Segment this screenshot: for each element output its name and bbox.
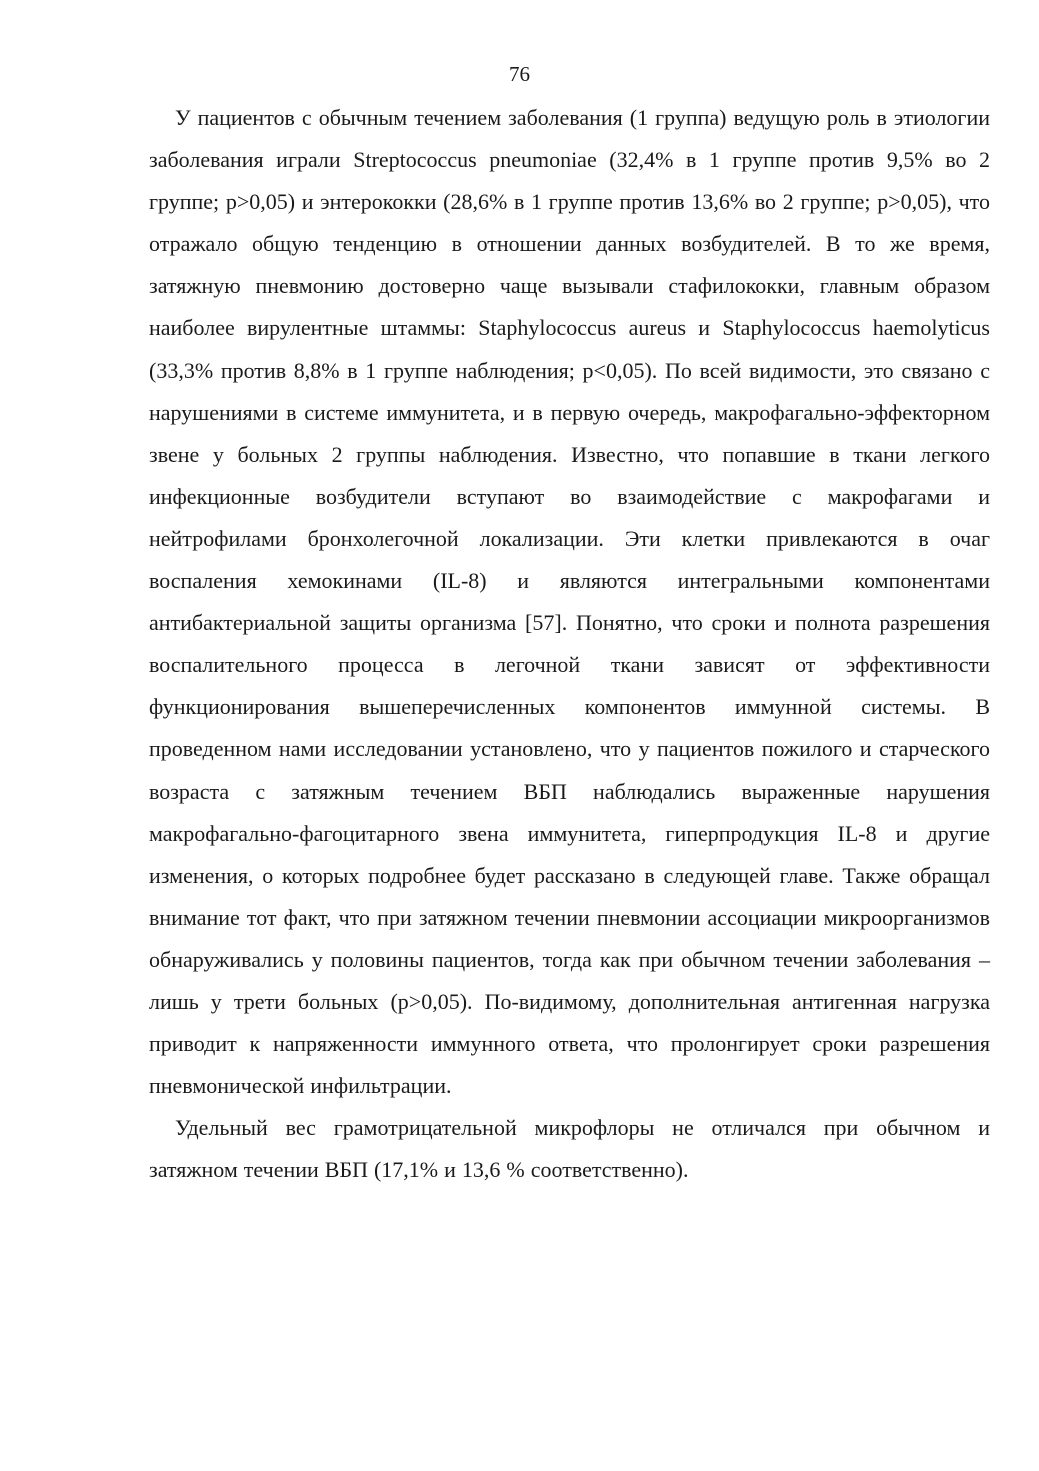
page-number: 76 xyxy=(509,62,530,86)
paragraph-1: У пациентов с обычным течением заболевания (1 группа) ведущую роль в этиологии заболевания играли Streptococcus pneumoniae (32,4% в 1 группе против 9,5% во 2 группе; p>0,05) и энтерококки (28,6% в 1 группе против 13,6% во 2 группе; p>0,05), что отражало общую тенденцию в отношении данных возбудителей. В то же время, затяжную пневмонию достоверно чаще вызывали стафилококки, главным образом наиболее вирулентные штаммы: Staphylococcus aureus и Staphylococcus haemolyticus (33,3% против 8,8% в 1 группе наблюдения; p<0,05). По всей видимости, это связано с нарушениями в системе иммунитета, и в первую очередь, макрофагально-эффекторном звене у больных 2 группы наблюдения. Известно, что попавшие в ткани легкого инфекционные возбудители вступают во взаимодействие с макрофагами и нейтрофилами бронхолегочной локализации. Эти клетки привлекаются в очаг воспаления хемокинами (IL-8) и являются интегральными компонентами антибактериальной защиты организма [57]. Понятно, что сроки и полнота разрешения воспалительного процесса в легочной ткани зависят от эффективности функционирования вышеперечисленных компонентов иммунной системы. В проведенном нами исследовании установлено, что у пациентов пожилого и старческого возраста с затяжным течением ВБП наблюдались выраженные нарушения макрофагально-фагоцитарного звена иммунитета, гиперпродукция IL-8 и другие изменения, о которых подробнее будет рассказано в следующей главе. Также обращал внимание тот факт, что при затяжном течении пневмонии ассоциации микроорганизмов обнаруживались у половины пациентов, тогда как при обычном течении заболевания – лишь у трети больных (p>0,05). По-видимому, дополнительная антигенная нагрузка приводит к напряженности иммунного ответа, что пролонгирует сроки разрешения пневмонической инфильтрации. xyxy=(149,105,990,1099)
body-text xyxy=(149,97,990,1191)
paragraph-2: Удельный вес грамотрицательной микрофлоры не отличался при обычном и затяжном течении ВБП (17,1% и 13,6 % соответственно). xyxy=(149,1115,990,1183)
